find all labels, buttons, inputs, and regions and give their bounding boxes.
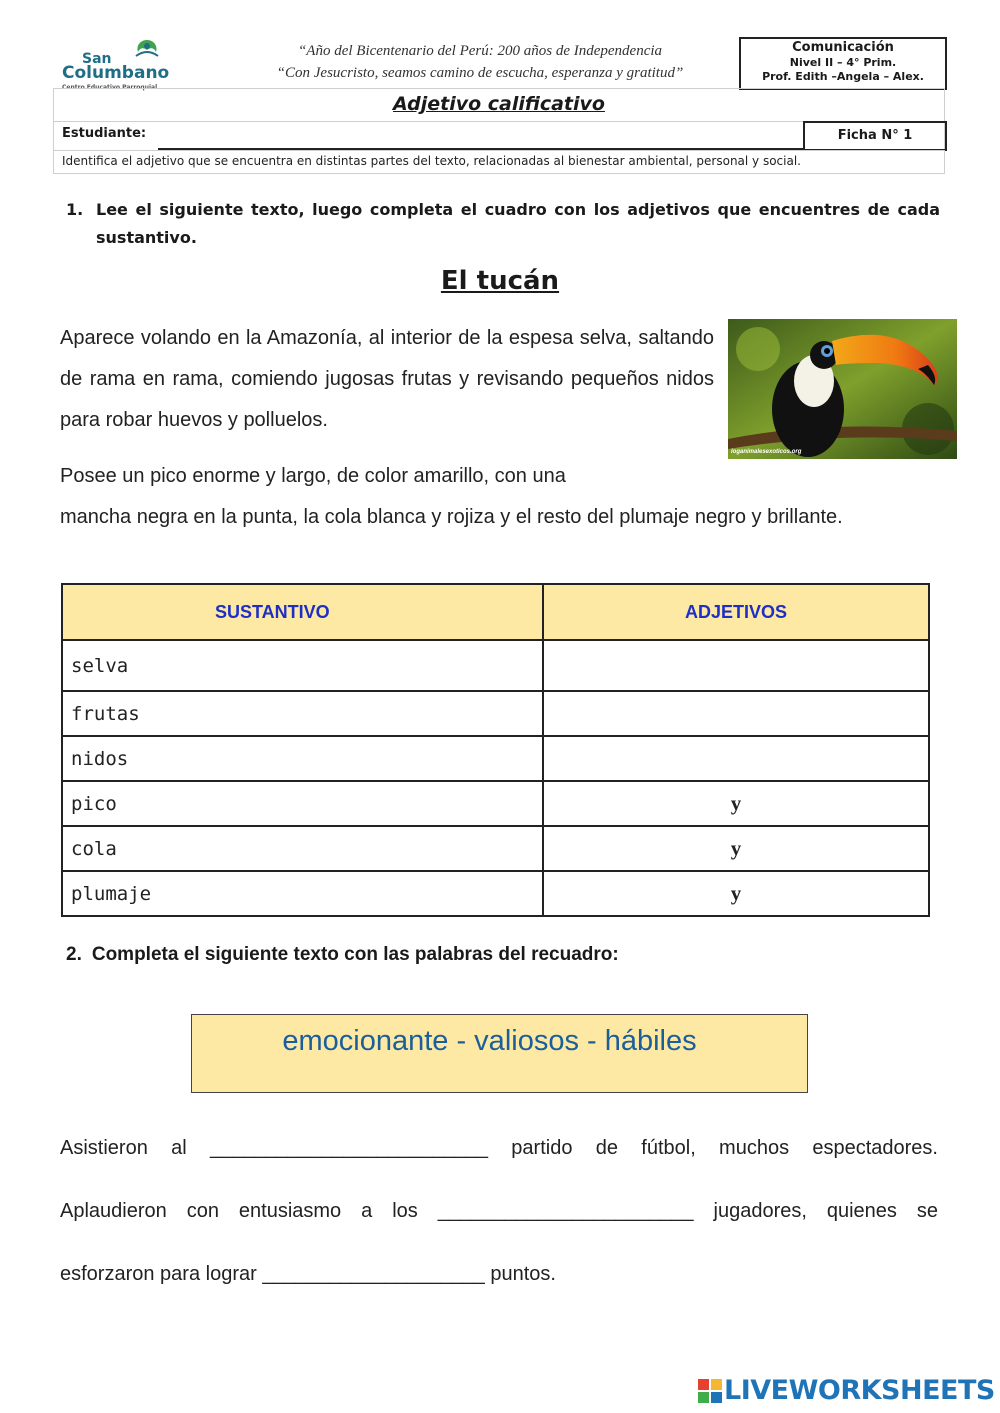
fill-in-line-1[interactable]: Asistieron al _________________________ partido de fútbol, muchos espectadores. — [60, 1137, 938, 1159]
question-1-number: 1. — [66, 200, 84, 219]
fill-in-line-3[interactable]: esforzaron para lograr ____________________ puntos. — [60, 1263, 556, 1285]
worksheet-title-row — [53, 88, 945, 122]
motto-line-1: “Año del Bicentenario del Perú: 200 años de Independencia — [297, 43, 663, 59]
table-row — [62, 691, 929, 736]
adjective-answer-cell[interactable]: y — [543, 781, 929, 826]
fill-in-line-2[interactable]: Aplaudieron con entusiasmo a los _______________________ jugadores, quienes se — [60, 1200, 938, 1222]
table-row — [62, 871, 929, 916]
brand-text: LIVEWORKSHEETS — [724, 1375, 995, 1406]
learning-objective-row — [53, 150, 945, 174]
photo-caption: loganimalesexoticos.org — [731, 449, 802, 455]
adjective-answer-cell[interactable]: y — [543, 826, 929, 871]
course-level: Nivel II – 4° Prim. — [789, 56, 897, 69]
question-1-text: Lee el siguiente texto, luego completa el cuadro con los adjetivos que encuentres de cada sustantivo. — [96, 200, 940, 247]
school-logo — [60, 38, 180, 91]
header-sustantivo: SUSTANTIVO — [62, 584, 543, 640]
student-row — [53, 121, 945, 151]
story-paragraph-2-rest: mancha negra en la punta, la cola blanca y rojiza y el resto del plumaje negro y brillante. — [60, 506, 843, 528]
story-paragraph-2-line-1: Posee un pico enorme y largo, de color amarillo, con una — [60, 465, 566, 487]
toucan-photo — [728, 319, 957, 459]
adjective-answer-cell[interactable] — [543, 691, 929, 736]
noun-cell: cola — [62, 826, 543, 871]
worksheet-title: Adjetivo calificativo — [393, 93, 605, 115]
school-motto — [220, 40, 740, 84]
course-teachers: Prof. Edith –Angela – Alex. — [762, 70, 924, 83]
learning-objective: Identifica el adjetivo que se encuentra en distintas partes del texto, relacionadas al bienestar ambiental, personal y social. — [62, 154, 801, 168]
table-row — [62, 736, 929, 781]
noun-cell: selva — [62, 640, 543, 691]
story-title: El tucán — [440, 266, 560, 296]
noun-cell: plumaje — [62, 871, 543, 916]
noun-cell: nidos — [62, 736, 543, 781]
ficha-number: Ficha N° 1 — [803, 121, 947, 151]
student-label: Estudiante: — [62, 126, 147, 141]
liveworksheets-logo-icon — [698, 1379, 722, 1403]
table-row — [62, 826, 929, 871]
toucan-illustration — [728, 319, 957, 459]
word-bank: emocionante - valiosos - hábiles — [282, 1025, 697, 1057]
table-row — [62, 640, 929, 691]
question-2 — [66, 944, 619, 966]
course-name: Comunicación — [792, 40, 894, 55]
logo-line-1: San — [82, 51, 112, 67]
course-info-box — [739, 37, 947, 90]
question-2-text: Completa el siguiente texto con las palabras del recuadro: — [91, 944, 619, 965]
question-2-number: 2. — [66, 944, 82, 965]
adjectives-table — [61, 583, 930, 917]
table-row — [62, 781, 929, 826]
noun-cell: frutas — [62, 691, 543, 736]
adjective-answer-cell[interactable]: y — [543, 871, 929, 916]
logo-line-2: Columbano — [62, 63, 170, 83]
adjective-answer-cell[interactable] — [543, 640, 929, 691]
table-header-row — [62, 584, 929, 640]
motto-line-2: “Con Jesucristo, seamos camino de escucha, esperanza y gratitud” — [276, 65, 684, 81]
noun-cell: pico — [62, 781, 543, 826]
header-adjetivos: ADJETIVOS — [543, 584, 929, 640]
question-1 — [66, 196, 940, 252]
story-paragraph-1: Aparece volando en la Amazonía, al interior de la espesa selva, saltando de rama en rama, comiendo jugosas frutas y revisando pequeños nidos para robar huevos y polluelos. — [60, 327, 714, 431]
word-bank-box — [191, 1014, 808, 1093]
logo-line-3: Centro Educativo Parroquial — [62, 84, 158, 91]
adjective-answer-cell[interactable] — [543, 736, 929, 781]
liveworksheets-brand[interactable] — [698, 1375, 995, 1406]
